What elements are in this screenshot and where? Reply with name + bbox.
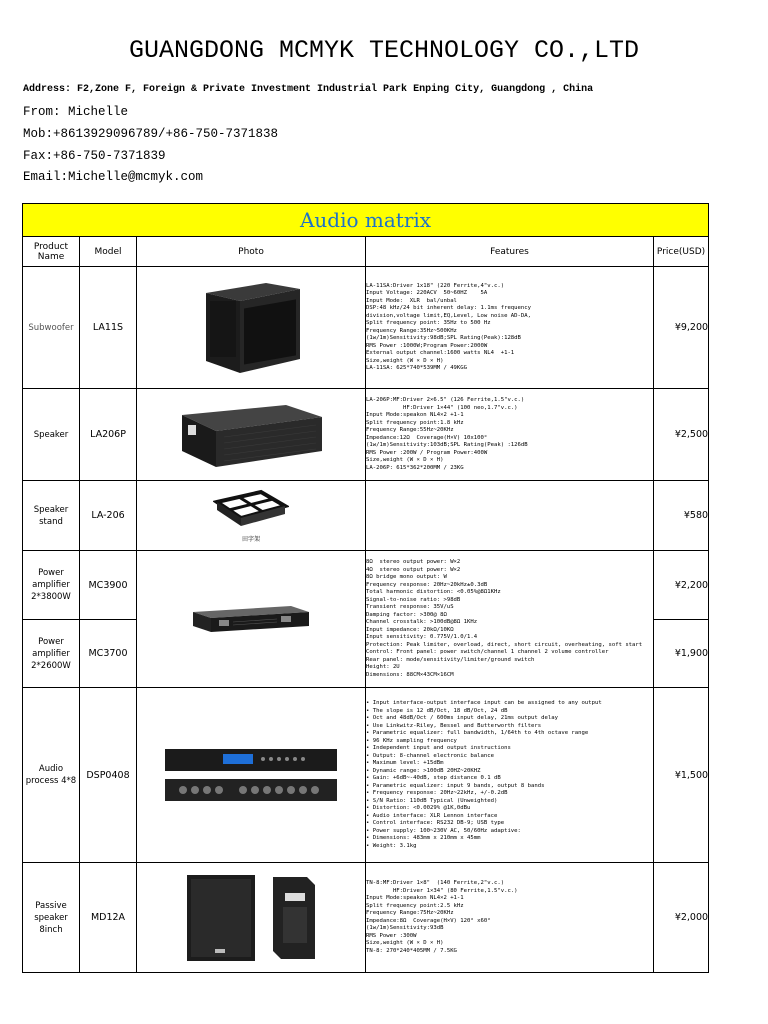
table-row — [23, 267, 709, 389]
product-photo — [137, 267, 366, 389]
product-price: ¥580 — [654, 481, 709, 551]
product-model: LA11S — [80, 267, 137, 389]
table-row — [23, 389, 709, 481]
product-model: MD12A — [80, 863, 137, 973]
header-product-name: Product Name — [23, 237, 80, 267]
product-model: LA206P — [80, 389, 137, 481]
product-photo — [137, 863, 366, 973]
passive-speaker-image — [181, 871, 321, 965]
product-name: Power amplifier 2*2600W — [23, 620, 80, 688]
product-photo — [137, 688, 366, 863]
table-row — [23, 863, 709, 973]
dsp-processor-image — [163, 747, 339, 803]
product-name: Speaker — [23, 389, 80, 481]
product-photo — [137, 389, 366, 481]
product-features: TN-8:MF:Driver 1×8" (140 Ferrite,2"v.c.) HF:Driver 1×34" (80 Ferrite,1.5"v.c.) Input Mode:speakon NL4×2 +1-1 Split frequency point:2.5 kHz Frequency Range:75Hz~20KHz Impedance:8Ω Coverage(H×V) 120° x60° (1w/1m)Sensitivity:93dB RMS Power :300W Size,weight (W × D × H) TN-8: 270*240*405MM / 7.5KG — [366, 863, 654, 973]
subwoofer-image — [196, 279, 306, 377]
product-model: LA-206 — [80, 481, 137, 551]
product-model: DSP0408 — [80, 688, 137, 863]
product-features — [366, 481, 654, 551]
product-name: Passive speaker 8inch — [23, 863, 80, 973]
product-model: MC3900 — [80, 551, 137, 620]
table-banner: Audio matrix — [23, 204, 709, 237]
product-name: Audio process 4*8 — [23, 688, 80, 863]
product-model: MC3700 — [80, 620, 137, 688]
table-row — [23, 481, 709, 551]
company-title: GUANGDONG MCMYK TECHNOLOGY CO.,LTD — [128, 36, 640, 65]
product-table — [22, 203, 709, 973]
power-amplifier-image — [191, 604, 311, 634]
speaker-stand-image — [213, 488, 289, 532]
product-price: ¥2,500 — [654, 389, 709, 481]
line-array-speaker-image — [176, 397, 326, 473]
product-price: ¥2,200 — [654, 551, 709, 620]
product-price: ¥9,200 — [654, 267, 709, 389]
product-name: Power amplifier 2*3800W — [23, 551, 80, 620]
product-features: LA-206P:MF:Driver 2×6.5" (126 Ferrite,1.5"v.c.) HF:Driver 1×44" (100 neo,1.7"v.c.) Input Mode:speakon NL4×2 +1-1 Split frequency point:1.8 kHz Frequency Range:55Hz~20KHz Impedance:12Ω Coverage(H×V) 10x100° (1w/1m)Sensitivity:103dB;SPL Rating(Peak) :126dB RMS Power :200W / Program Power:400W Size,weight (W × D × H) LA-206P: 615*362*200MM / 23KG — [366, 389, 654, 481]
product-name: Speaker stand — [23, 481, 80, 551]
product-photo — [137, 481, 366, 551]
product-features: LA-11SA:Driver 1x18" (220 Ferrite,4"v.c.) Input Voltage: 220ACV 50~60HZ 5A Input Mode: XLR bal/unbal DSP:48 kHz/24 bit inherent delay: 1.1ms frequency division,voltage limit,EQ,Level, Low noise AD-DA, Split frequency point: 35Hz to 500 Hz Frequency Range:35Hz~500KHz (1w/1m)Sensitivity:98dB;SPL Rating(Peak):128dB RMS Power :1000W;Program Power:2000W External output channel:1600 watts NL4 +1-1 Size,weight (W × D × H) LA-11SA: 625*740*539MM / 49KGG — [366, 267, 654, 389]
product-photo — [137, 551, 366, 688]
email-line: Email:Michelle@mcmyk.com — [23, 170, 204, 184]
header-model: Model — [80, 237, 137, 267]
product-name: Subwoofer — [23, 267, 80, 389]
product-features: • Input interface-output interface input can be assigned to any output • The slope is 12 dB/Oct, 18 dB/Oct, 24 dB • Oct and 48dB/Oct / 600ms input delay, 21ms output delay • Use Linkwitz-Riley, Bessel and Butterworth filters • Parametric equalizer: full bandwidth, 1/64th to 4th octave range • 96 KHz sampling frequency • Independent input and output instructions • Output: 8-channel electronic balance • Maximum level: +15dBm • Dynamic range: >100dB 20HZ~20KHZ • Gain: +6dB~-40dB, step distance 0.1 dB • Parametric equalizer: input 9 bands, output 8 bands • Frequency response: 20Hz~22kHz, +/-0.2dB • S/N Ratio: 110dB Typical (Unweighted) • Distortion: <0.0029% @1K,0dBu • Audio interface: XLR Lennon interface • Control interface: RS232 DB-9; USB type • Power supply: 100~230V AC, 50/60Hz adaptive: • Dimensions: 483mm x 210mm x 45mm • Weight: 3.1kg — [366, 688, 654, 863]
stand-caption: 田字架 — [241, 536, 260, 543]
product-price: ¥1,500 — [654, 688, 709, 863]
table-row — [23, 688, 709, 863]
header-photo: Photo — [137, 237, 366, 267]
product-price: ¥2,000 — [654, 863, 709, 973]
header-price: Price(USD) — [654, 237, 709, 267]
amplifier-features: 8Ω stereo output power: W×2 4Ω stereo output power: W×2 8Ω bridge mono output: W Frequency response: 20Hz~20kHz±0.3dB Total harmonic distortion: <0.05%@8Ω1KHz Signal-to-noise ratio: >98dB Transient response: 35V/uS Damping factor: >300@ 8Ω Channel crosstalk: >100dB@8Ω 1KHz Input impedance: 20kΩ/10KΩ Input sensitivity: 0.775V/1.0/1.4 Protection: Peak limiter, overload, direct, short circuit, overheating, soft start Control: Front panel: power switch/channel 1 channel 2 volume controller Rear panel: mode/sensitivity/limiter/ground switch Height: 2U Dimensions: 88CM×43CM×16CM — [366, 551, 654, 688]
table-row — [23, 551, 709, 620]
mobile-line: Mob:+8613929096789/+86-750-7371838 — [23, 127, 279, 141]
product-price: ¥1,900 — [654, 620, 709, 688]
from-line: From: Michelle — [23, 105, 129, 119]
header-features: Features — [366, 237, 654, 267]
fax-line: Fax:+86-750-7371839 — [23, 149, 166, 163]
address-line: Address: F2,Zone F, Foreign & Private Investment Industrial Park Enping City, Guangdong , China — [23, 84, 594, 95]
